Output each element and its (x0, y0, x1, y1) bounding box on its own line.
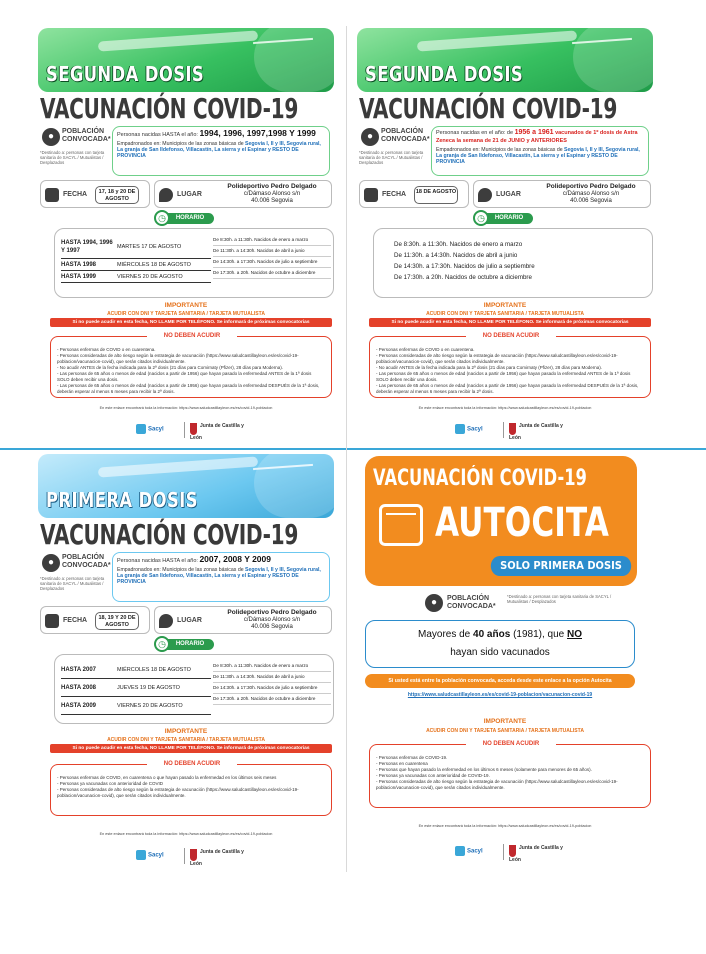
mayores-age: 40 años (473, 629, 511, 640)
horario-day: MARTES 17 DE AGOSTO (117, 243, 182, 250)
lugar-name: Polideportivo Pedro Delgado (227, 183, 317, 190)
sacyl-logo (455, 846, 483, 856)
horario-time-row: De 8:30h. a 11:30h. Nacidos de enero a marzo (394, 241, 523, 248)
logos (136, 848, 256, 867)
lugar-box (473, 180, 651, 208)
people-icon: ● (42, 128, 60, 146)
no-deben-acudir-list (376, 755, 644, 791)
horario-time-row: De 17:30h. a 20h. Nacidos de octubre a diciembre (213, 694, 331, 705)
header-banner (38, 28, 334, 92)
lugar-address: c/Dámaso Alonso s/n (243, 617, 301, 623)
logos (455, 844, 575, 863)
list-item: - Personas consideradas de alto riesgo según la estrategia de vacunación (https://www.saludcastillayleon.es/es/covid-19-poblacion/vacunacion-covid), que serán citados individualmente. (376, 779, 644, 791)
list-item: - Personas consideradas de alto riesgo según la estrategia de vacunación (https://www.saludcastillayleon.es/es/covid-19-poblacion/vacunacion-covid), que serán citados individualmente. (57, 353, 325, 365)
no-deben-acudir-box (369, 333, 651, 398)
horario-time-row: De 14:30h. a 17:30h. Nacidos de julio a septiembre (394, 263, 535, 270)
logo-separator (184, 848, 185, 864)
syringe-icon (98, 30, 258, 51)
lugar-address: c/Dámaso Alonso s/n (562, 191, 620, 197)
lugar-details (217, 183, 327, 205)
poblacion-box (112, 552, 330, 602)
lugar-address: c/Dámaso Alonso s/n (243, 191, 301, 197)
people-icon: ● (425, 594, 443, 612)
fecha-label: FECHA (63, 191, 88, 198)
municipios-list: Segovia I, II y III, Segovia rural, La granja de San Ildefonso, Villacastín, La sierra y el Espinar y RESTO DE PROVINCIA (117, 567, 321, 585)
syringe-icon (417, 30, 577, 51)
jcyl-text: Junta de Castilla y León (509, 845, 563, 863)
hand-image (573, 28, 653, 92)
logos (136, 422, 256, 441)
location-pin-icon (478, 188, 492, 202)
autocita-instruction: Si usted está entre la población convocada, acceda desde este enlace a la opción Autocita (365, 674, 635, 688)
lugar-box (154, 606, 332, 634)
poblacion-years-prefix: Personas nacidas en el año: de (436, 130, 514, 136)
no-deben-acudir-box (369, 741, 651, 808)
no-deben-acudir-box (50, 761, 332, 816)
list-item: - No acudir ANTES de la fecha indicada para la 2ª dosis (21 días para Comirnaty (Pfizer), 28 días para Moderna). (376, 365, 644, 371)
no-deben-acudir-title: NO DEBEN ACUDIR (147, 331, 237, 342)
poblacion-years-suffix: vacunados de 1º dosis de Astra Zeneca la semana de 21 de JUNIO y ANTERIORES (436, 130, 638, 144)
importante-title: IMPORTANTE (483, 718, 527, 725)
horario-time-row: De 17:30h. a 20h. Nacidos de octubre a diciembre (213, 268, 331, 279)
importante-subtitle: ACUDIR CON DNI Y TARJETA SANITARIA / TARJETA MUTUALISTA (107, 311, 265, 317)
lugar-city: 40.006 Segovia (251, 198, 293, 204)
list-item: - Personas en cuarentena (376, 761, 644, 767)
page-divider-horizontal (0, 448, 706, 450)
lugar-name: Polideportivo Pedro Delgado (546, 183, 636, 190)
horario-time-row: De 17:30h. a 20h. Nacidos de octubre a diciembre (394, 274, 532, 281)
horario-time-row: De 11:30h. a 14:30h. Nacidos de abril a junio (394, 252, 518, 259)
fecha-value: 17, 18 y 20 DE AGOSTO (95, 186, 139, 204)
horario-time-row: De 8:30h. a 11:30h. Nacidos de enero a marzo (213, 235, 331, 246)
poblacion-municipios (117, 567, 325, 585)
fecha-lugar-row (40, 606, 332, 636)
location-pin-icon (159, 614, 173, 628)
no-llame-bar: Si no puede acudir en esta fecha, NO LLAME POR TELÉFONO. Se informará de próximas convocatorias (50, 744, 332, 753)
list-item: - Personas consideradas de alto riesgo según la estrategia de vacunación (https://www.saludcastillayleon.es/es/covid-19-poblacion/vacunacion-covid), que serán citados individualmente. (57, 787, 325, 799)
mayores-suffix: hayan sido vacunados (450, 647, 550, 658)
importante-title: IMPORTANTE (483, 302, 527, 309)
jcyl-logo (509, 423, 575, 441)
horario-header (154, 210, 224, 226)
no-deben-acudir-list (57, 347, 325, 395)
lugar-label: LUGAR (177, 191, 202, 198)
list-item: - Personas enfermas de COVID, en cuarentena o que hayan pasado la enfermedad en los últimos seis meses (57, 775, 325, 781)
importante-subtitle: ACUDIR CON DNI Y TARJETA SANITARIA / TARJETA MUTUALISTA (426, 311, 584, 317)
header-banner (357, 28, 653, 92)
poster-segunda-dosis-2 (355, 26, 655, 446)
jcyl-text: Junta de Castilla y León (190, 849, 244, 867)
poblacion-section (40, 126, 332, 176)
horario-day: MIÉRCOLES 18 DE AGOSTO (117, 666, 191, 673)
sacyl-icon (136, 424, 146, 434)
fecha-value: 18, 19 Y 20 DE AGOSTO (95, 612, 139, 630)
header-banner (38, 454, 334, 518)
poblacion-destinado: *Destinado a: personas con tarjeta sanitaria de SACYL / Mutualistas / Desplazados (40, 576, 105, 591)
poblacion-municipios (436, 147, 644, 165)
jcyl-logo (509, 845, 575, 863)
clock-icon: ◷ (473, 210, 489, 226)
poblacion-years-line (436, 129, 644, 145)
horario-label: HORARIO (485, 213, 533, 224)
clock-icon: ◷ (154, 636, 170, 652)
page-divider-vertical (346, 26, 347, 872)
sacyl-text: Sacyl (148, 852, 164, 859)
horario-time-row: De 8:30h. a 11:30h. Nacidos de enero a marzo (213, 661, 331, 672)
info-link[interactable]: En este enlace encontrará toda la información: https://www.saludcastillayleon.es/es/covid-19-poblacion (418, 824, 592, 828)
horario-box (373, 228, 653, 298)
importante-title: IMPORTANTE (164, 728, 208, 735)
poblacion-label: POBLACIÓN CONVOCADA* (381, 128, 430, 143)
dose-title: SEGUNDA DOSIS (46, 62, 205, 86)
municipios-prefix: Empadronados en: Municipios de las zonas básicas de (436, 147, 563, 153)
dose-title: SEGUNDA DOSIS (365, 62, 524, 86)
list-item: - Personas que hayan pasado la enfermedad en los últimos 6 meses (solamente para menores de 65 años). (376, 767, 644, 773)
horario-header (473, 210, 543, 226)
horario-year: HASTA 2008 (61, 684, 97, 691)
sacyl-text: Sacyl (467, 426, 483, 433)
shield-icon (190, 423, 197, 435)
shield-icon (509, 423, 516, 435)
horario-year: HASTA 2009 (61, 702, 97, 709)
municipios-prefix: Empadronados en: Municipios de las zonas básicas de (117, 567, 244, 573)
list-item: - Personas enfermas de COVID o en cuarentena. (57, 347, 325, 353)
location-pin-icon (159, 188, 173, 202)
importante-subtitle: ACUDIR CON DNI Y TARJETA SANITARIA / TARJETA MUTUALISTA (426, 728, 584, 734)
poblacion-label: POBLACIÓN CONVOCADA* (447, 595, 496, 610)
shield-icon (509, 845, 516, 857)
poblacion-label: POBLACIÓN CONVOCADA* (62, 554, 111, 569)
info-link[interactable]: En este enlace encontrará toda la información: https://www.saludcastillayleon.es/es/covid-19-poblacion (99, 832, 273, 836)
horario-day: VIERNES 20 DE AGOSTO (117, 702, 183, 709)
fecha-lugar-row (359, 180, 651, 210)
list-item: - Las personas de 65 años o menos de edad (nacidos a partir de 1956) que hayan pasado la enfermedad ANTES de la 1ª dosis SOLO deben recibir una dosis. (376, 371, 644, 383)
sacyl-logo (455, 424, 483, 434)
horario-day-row (61, 235, 211, 259)
horario-days (61, 235, 211, 283)
horario-times (394, 239, 634, 283)
fecha-box (40, 606, 150, 634)
poster-autocita (355, 452, 655, 872)
no-deben-acudir-title: NO DEBEN ACUDIR (147, 759, 237, 770)
fecha-box (40, 180, 150, 208)
no-deben-acudir-title: NO DEBEN ACUDIR (466, 331, 556, 342)
fecha-box (359, 180, 469, 208)
horario-time-row: De 14:30h. a 17:30h. Nacidos de julio a septiembre (213, 257, 331, 268)
poblacion-section (359, 126, 651, 176)
list-item: - Personas enfermas de COVID o en cuarentena. (376, 347, 644, 353)
info-link[interactable]: En este enlace encontrará toda la información: https://www.saludcastillayleon.es/es/covid-19-poblacion (99, 406, 273, 410)
poblacion-years-prefix: Personas nacidas HASTA el año: (117, 132, 198, 138)
poblacion-destinado: *Destinado a: personas con tarjeta sanitaria de SACYL / Mutualistas / Desplazados (359, 150, 424, 165)
fecha-value: 18 DE AGOSTO (414, 186, 458, 204)
poblacion-years-line (117, 129, 325, 139)
fecha-label: FECHA (382, 191, 407, 198)
horario-year: HASTA 1998 (61, 261, 97, 268)
horario-label: HORARIO (166, 639, 214, 650)
fecha-label: FECHA (63, 617, 88, 624)
jcyl-text: Junta de Castilla y León (190, 423, 244, 441)
lugar-label: LUGAR (177, 617, 202, 624)
poblacion-box (431, 126, 649, 176)
lugar-label: LUGAR (496, 191, 521, 198)
horario-time-row: De 11:30h. a 14:30h. Nacidos de abril a junio (213, 672, 331, 683)
importante-title: IMPORTANTE (164, 302, 208, 309)
no-llame-bar: Si no puede acudir en esta fecha, NO LLAME POR TELÉFONO. Se informará de próximas convocatorias (50, 318, 332, 327)
lugar-box (154, 180, 332, 208)
poblacion-section (425, 592, 655, 614)
mayores-mid: (1981), que (513, 629, 565, 640)
autocita-banner (365, 456, 637, 586)
autocita-subtitle: SOLO PRIMERA DOSIS (491, 556, 631, 576)
shield-icon (190, 849, 197, 861)
no-deben-acudir-list (57, 775, 325, 799)
no-deben-acudir-list (376, 347, 644, 395)
poblacion-section (40, 552, 332, 602)
calendar-icon (364, 188, 378, 202)
horario-times (213, 661, 331, 705)
poster-segunda-dosis-1 (36, 26, 336, 446)
autocita-heading: AUTOCITA (435, 500, 609, 546)
list-item: - Personas consideradas de alto riesgo según la estrategia de vacunación (https://www.saludcastillayleon.es/es/covid-19-poblacion/vacunacion-covid), que serán citados individualmente. (376, 353, 644, 365)
horario-year: HASTA 2007 (61, 666, 97, 673)
sacyl-text: Sacyl (467, 848, 483, 855)
sacyl-logo (136, 424, 164, 434)
horario-day: JUEVES 19 DE AGOSTO (117, 684, 180, 691)
poblacion-years: 2007, 2008 Y 2009 (199, 554, 271, 564)
horario-day-row (61, 271, 211, 283)
no-deben-acudir-box (50, 333, 332, 398)
main-title: VACUNACIÓN COVID-19 (40, 518, 298, 551)
mayores-prefix: Mayores de (418, 629, 471, 640)
mayores-no: NO (567, 629, 582, 640)
autocita-link[interactable]: https://www.saludcastillayleon.es/es/covid-19-poblacion/vacunacion-covid-19 (407, 692, 593, 698)
poblacion-destinado: *Destinado a: personas con tarjeta sanitaria de SACYL / Mutualistas / Desplazados (40, 150, 105, 165)
horario-day: MIÉRCOLES 18 DE AGOSTO (117, 261, 191, 268)
poblacion-years-line (117, 555, 325, 565)
fecha-lugar-row (40, 180, 332, 210)
syringe-icon (98, 456, 258, 477)
logo-separator (184, 422, 185, 438)
horario-days (61, 661, 211, 715)
list-item: - Las personas de 65 años o menos de edad (nacidos a partir de 1956) que hayan pasado la enfermedad ANTES de la 1ª dosis SOLO deben recibir una dosis. (57, 371, 325, 383)
calendar-icon (45, 614, 59, 628)
list-item: - Personas enfermas de COVID-19. (376, 755, 644, 761)
importante-subtitle: ACUDIR CON DNI Y TARJETA SANITARIA / TARJETA MUTUALISTA (107, 737, 265, 743)
horario-time-row: De 11:30h. a 14:30h. Nacidos de abril a junio (213, 246, 331, 257)
info-link[interactable]: En este enlace encontrará toda la información: https://www.saludcastillayleon.es/es/covid-19-poblacion (418, 406, 592, 410)
dose-title: PRIMERA DOSIS (46, 488, 198, 512)
sacyl-icon (455, 424, 465, 434)
poblacion-municipios (117, 141, 325, 159)
horario-day-row (61, 661, 211, 679)
list-item: - No acudir ANTES de la fecha indicada para la 2ª dosis (21 días para Comirnaty (Pfizer), 28 días para Moderna). (57, 365, 325, 371)
horario-header (154, 636, 224, 652)
municipios-list: Segovia I, II y III, Segovia rural, La granja de San Ildefonso, Villacastín, La sierra y el Espinar y RESTO DE PROVINCIA (117, 141, 321, 159)
jcyl-logo (190, 423, 256, 441)
jcyl-text: Junta de Castilla y León (509, 423, 563, 441)
people-icon: ● (361, 128, 379, 146)
horario-label: HORARIO (166, 213, 214, 224)
no-deben-acudir-title: NO DEBEN ACUDIR (466, 739, 556, 750)
hand-image (254, 28, 334, 92)
list-item: - Personas ya vacunadas con anterioridad de COVID (57, 781, 325, 787)
poblacion-destinado: *Destinado a: personas con tarjeta sanitaria de SACYL / Mutualistas / Desplazados (507, 594, 612, 604)
sacyl-logo (136, 850, 164, 860)
poblacion-box (112, 126, 330, 176)
horario-times (213, 235, 331, 279)
main-title: VACUNACIÓN COVID-19 (40, 92, 298, 125)
sacyl-icon (455, 846, 465, 856)
people-icon: ● (42, 554, 60, 572)
lugar-name: Polideportivo Pedro Delgado (227, 609, 317, 616)
lugar-city: 40.006 Segovia (570, 198, 612, 204)
poblacion-years: 1994, 1996, 1997,1998 Y 1999 (199, 128, 316, 138)
logo-separator (503, 844, 504, 860)
mayores-box (365, 620, 635, 668)
horario-day-row (61, 679, 211, 697)
calendar-icon (45, 188, 59, 202)
sacyl-icon (136, 850, 146, 860)
municipios-list: Segovia I, II y III, Segovia rural, La granja de San Ildefonso, Villacastín, La sierra y el Espinar y RESTO DE PROVINCIA (436, 147, 640, 165)
autocita-title: VACUNACIÓN COVID-19 (373, 466, 587, 491)
lugar-details (536, 183, 646, 205)
main-title: VACUNACIÓN COVID-19 (359, 92, 617, 125)
poblacion-label: POBLACIÓN CONVOCADA* (62, 128, 111, 143)
sacyl-text: Sacyl (148, 426, 164, 433)
horario-day-row (61, 697, 211, 715)
horario-year: HASTA 1999 (61, 273, 97, 280)
horario-time-row: De 14:30h. a 17:30h. Nacidos de julio a septiembre (213, 683, 331, 694)
list-item: - Las personas de 65 años o menos de edad (nacidos a partir de 1956) que hayan pasado la enfermedad DESPUÉS de la 1ª dosis, deberán esperar al menos 6 meses para recibir la 2ª dosis. (57, 383, 325, 395)
horario-day: VIERNES 20 DE AGOSTO (117, 273, 183, 280)
jcyl-logo (190, 849, 256, 867)
horario-box (54, 654, 334, 724)
poblacion-years: 1956 a 1961 (514, 129, 554, 136)
list-item: - Las personas de 65 años o menos de edad (nacidos a partir de 1956) que hayan pasado la enfermedad DESPUÉS de la 1ª dosis, deberán esperar al menos 6 meses para recibir la 2ª dosis. (376, 383, 644, 395)
horario-box (54, 228, 334, 298)
horario-year: HASTA 1994, 1996 Y 1997 (61, 239, 113, 254)
logos (455, 422, 575, 441)
logo-separator (503, 422, 504, 438)
poblacion-years-prefix: Personas nacidas HASTA el año: (117, 558, 198, 564)
hand-image (254, 454, 334, 518)
list-item: - Personas ya vacunadas con anterioridad de COVID-19. (376, 773, 644, 779)
no-llame-bar: Si no puede acudir en esta fecha, NO LLAME POR TELÉFONO. Se informará de próximas convocatorias (369, 318, 651, 327)
poster-primera-dosis (36, 452, 336, 872)
municipios-prefix: Empadronados en: Municipios de las zonas básicas de (117, 141, 244, 147)
clock-icon: ◷ (154, 210, 170, 226)
calendar-hand-icon (379, 504, 423, 546)
horario-day-row (61, 259, 211, 271)
lugar-details (217, 609, 327, 631)
lugar-city: 40.006 Segovia (251, 624, 293, 630)
